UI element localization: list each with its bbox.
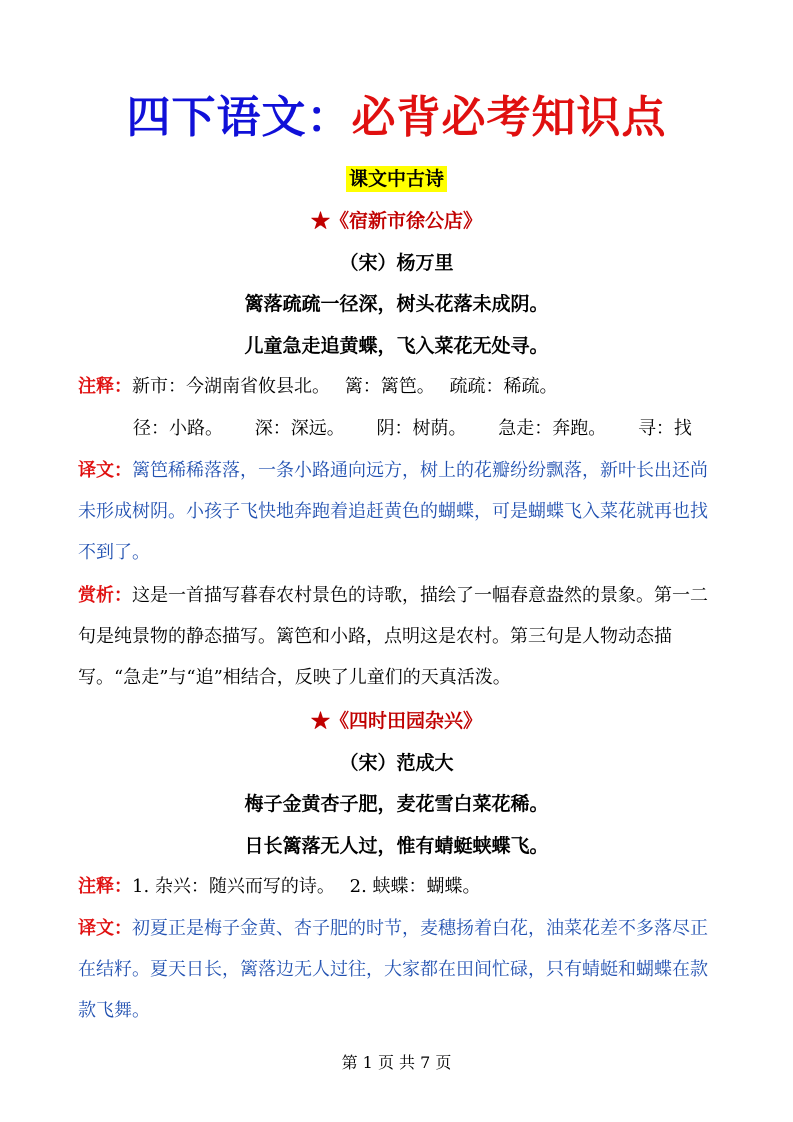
title-part1: 四下语文： [126, 92, 352, 143]
note-text: 新市：今湖南省攸县北。 篱：篱笆。 疏疏：稀疏。 [132, 376, 558, 397]
poem2-line1: 梅子金黄杏子肥，麦花雪白菜花稀。 [244, 793, 549, 815]
page-footer: 第 1 页 共 7 页 [341, 1053, 452, 1072]
title-part2: 必背必考知识点 [351, 92, 667, 143]
note-label: 注释： [78, 376, 132, 397]
poem2-notes [78, 866, 723, 907]
poem2-translation [78, 908, 723, 1031]
page-title [0, 88, 793, 148]
poem2-line2: 日长篱落无人过，惟有蜻蜓蛱蝶飞。 [244, 835, 549, 857]
poem1-notes [78, 366, 723, 407]
note-label: 注释： [78, 876, 132, 897]
poem1-line1: 篱落疏疏一径深，树头花落未成阴。 [244, 293, 549, 315]
translation-text: 篱笆稀稀落落，一条小路通向远方，树上的花瓣纷纷飘落，新叶长出还尚未形成树阴。小孩子飞快地奔跑着追赶黄色的蝴蝶，可是蝴蝶飞入菜花就再也找不到了。 [78, 460, 708, 563]
translation-label: 译文： [78, 460, 132, 481]
poem1-title: ★《宿新市徐公店》 [310, 210, 482, 232]
section-heading [0, 166, 793, 192]
translation-text: 初夏正是梅子金黄、杏子肥的时节，麦穗扬着白花，油菜花差不多落尽正在结籽。夏天日长，篱落边无人过往，大家都在田间忙碌，只有蜻蜓和蝴蝶在款款飞舞。 [78, 918, 708, 1021]
note-text: 1. 杂兴：随兴而写的诗。 2. 蛱蝶：蝴蝶。 [132, 876, 481, 897]
poem1-appreciation [78, 575, 723, 698]
poem1-line2: 儿童急走追黄蝶，飞入菜花无处寻。 [244, 335, 549, 357]
note-item: 深：深远。 [254, 418, 345, 439]
note-item: 径：小路。 [133, 418, 223, 439]
note-item: 急走：奔跑。 [498, 418, 607, 439]
note-item: 寻：找 [637, 418, 692, 439]
translation-label: 译文： [78, 918, 132, 939]
note-item: 阴：树荫。 [376, 418, 467, 439]
appreciation-label: 赏析： [78, 585, 132, 606]
poem2-title: ★《四时田园杂兴》 [310, 710, 482, 732]
section-tag: 课文中古诗 [346, 166, 447, 192]
poem1-translation [78, 450, 723, 573]
poem1-notes-line2 [133, 408, 733, 449]
poem2-author: （宋）范成大 [339, 752, 454, 774]
appreciation-text: 这是一首描写暮春农村景色的诗歌，描绘了一幅春意盎然的景象。第一二句是纯景物的静态描写。篱笆和小路，点明这是农村。第三句是人物动态描写。“急走”与“追”相结合，反映了儿童们的天真活泼。 [78, 585, 708, 688]
poem1-author: （宋）杨万里 [339, 252, 454, 274]
